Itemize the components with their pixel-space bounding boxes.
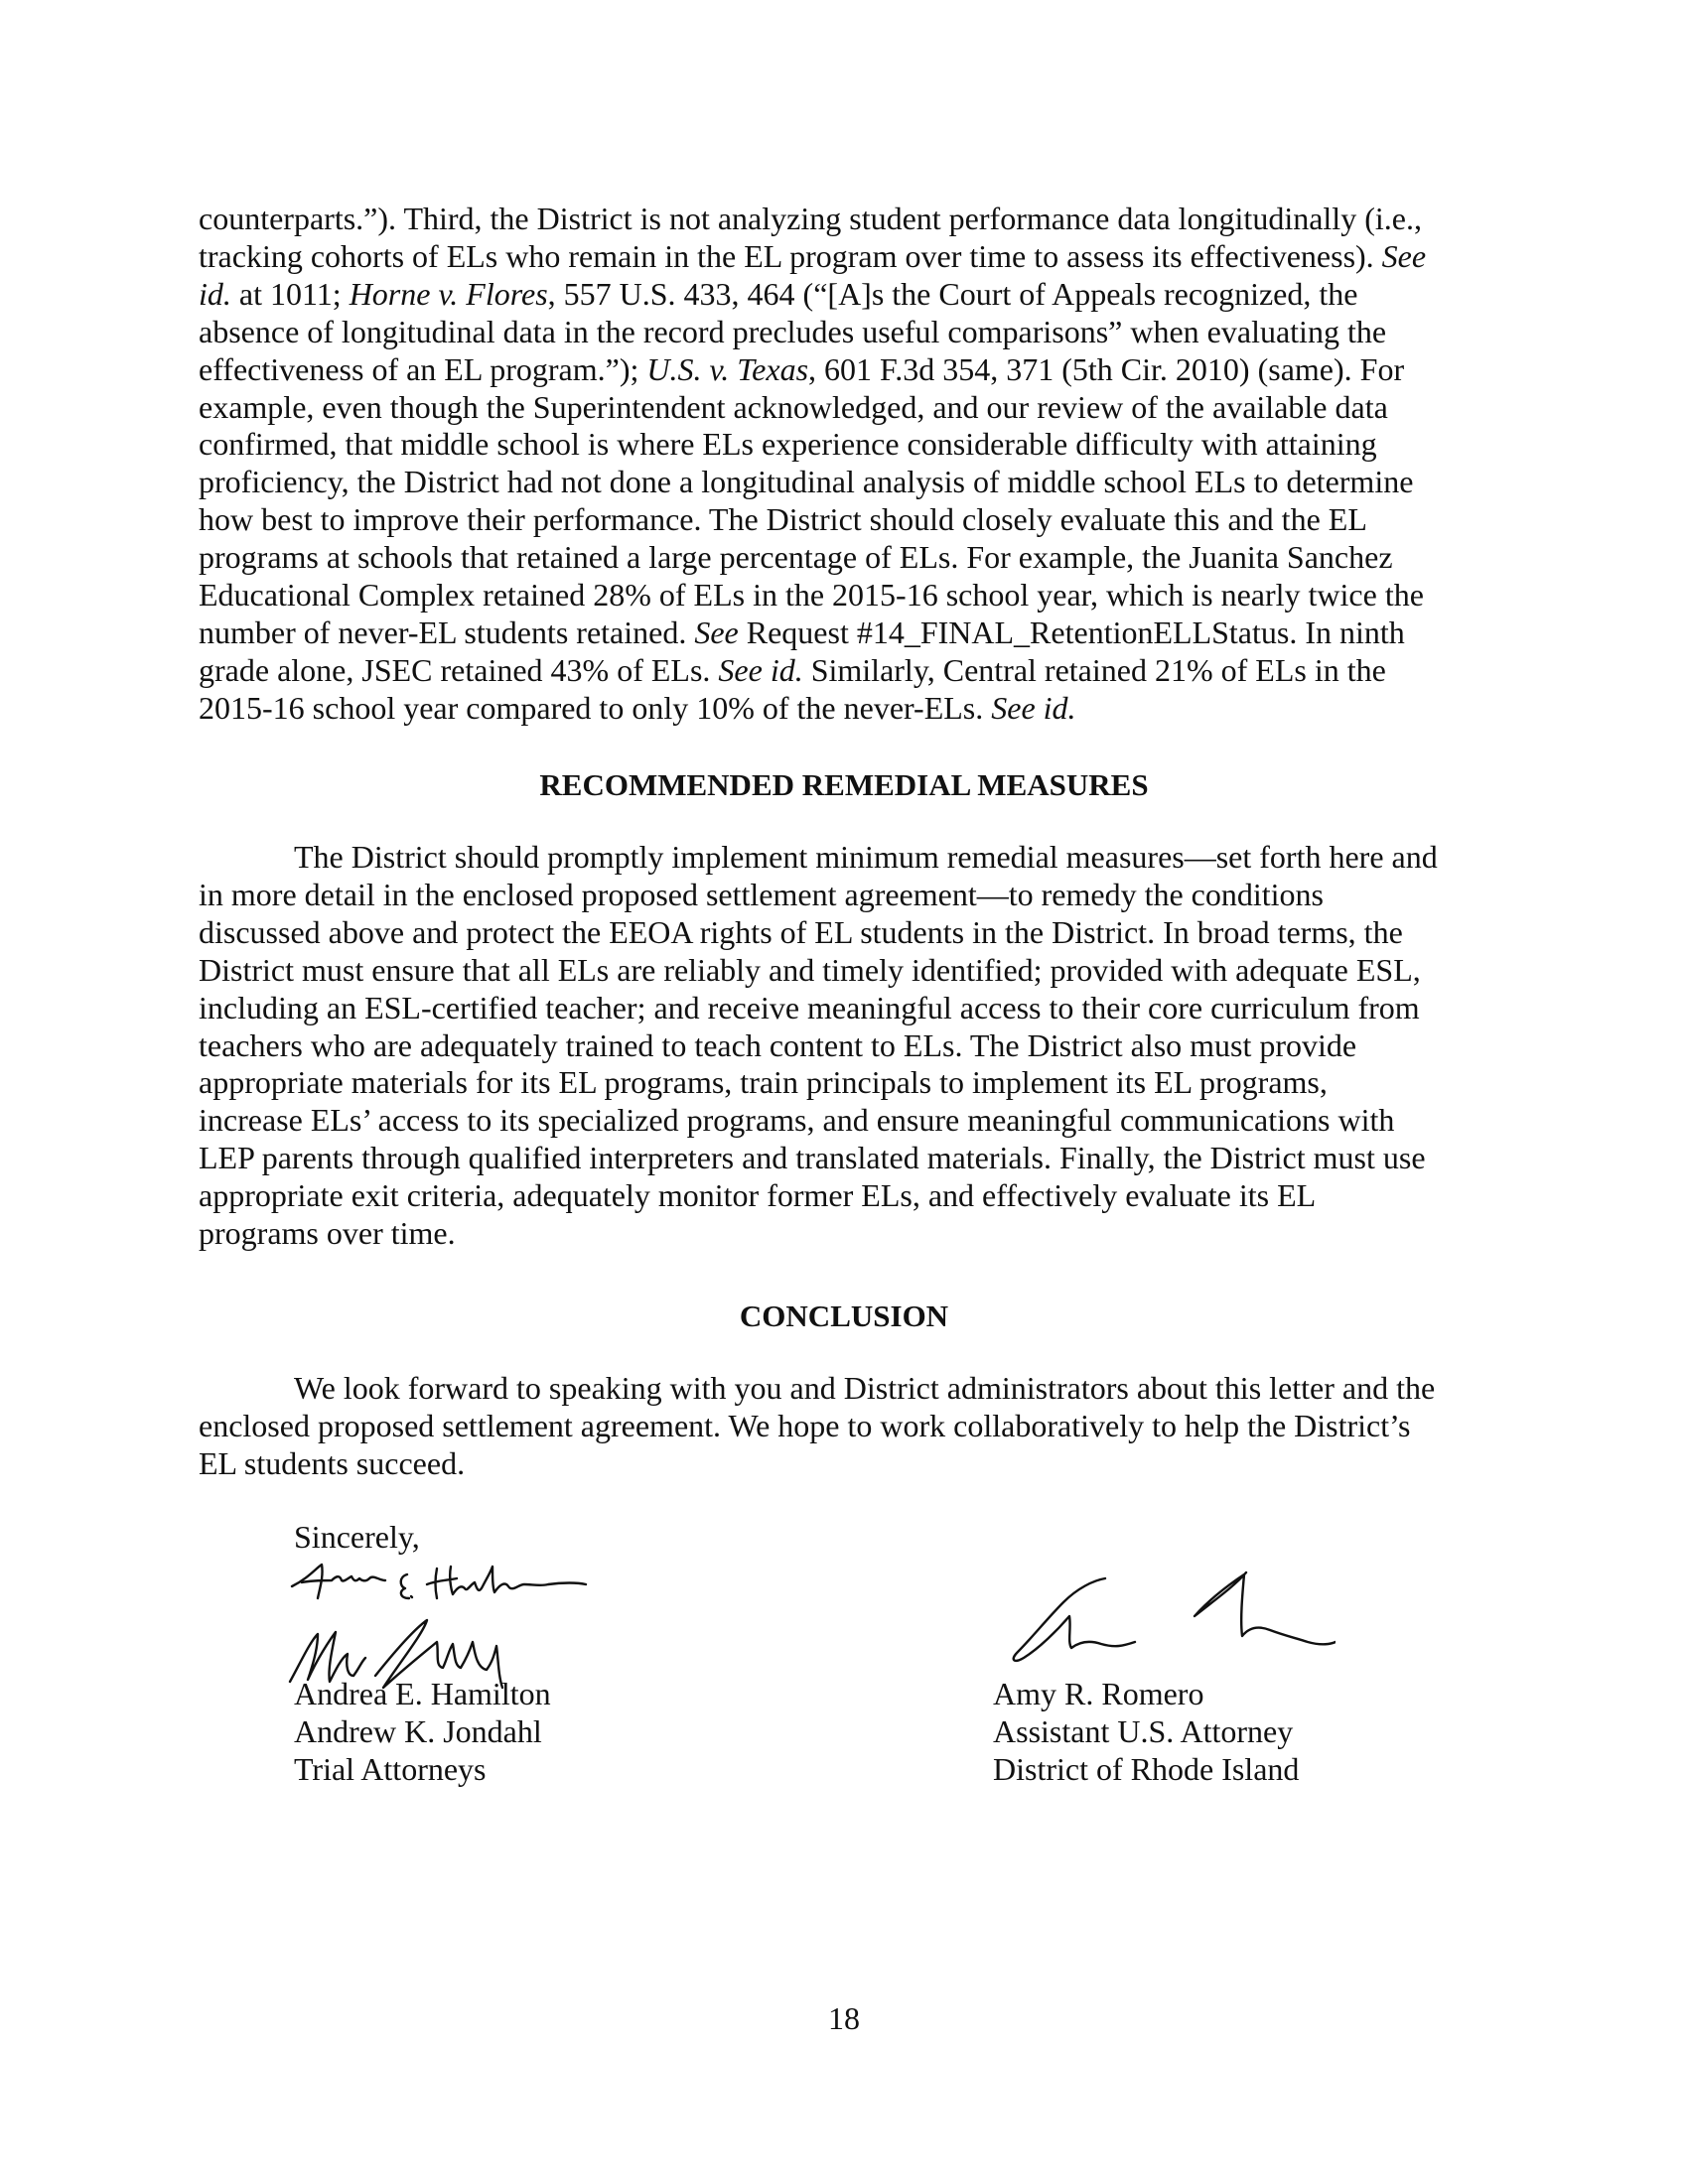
text-run: at 1011; <box>230 275 350 312</box>
signatory-name: Andrea E. Hamilton <box>294 1676 551 1711</box>
text-line: appropriate materials for its EL programs, train principals to implement its EL programs, <box>199 1064 1328 1101</box>
text-line <box>199 614 1489 652</box>
citation-signal: See <box>1381 237 1427 274</box>
signatory-block-right <box>993 1676 1299 1789</box>
text-line: including an ESL-certified teacher; and receive meaningful access to their core curriculum from <box>199 989 1420 1025</box>
text-line: LEP parents through qualified interpreters and translated materials. Finally, the District must use <box>199 1140 1426 1176</box>
text-line: EL students succeed. <box>199 1444 466 1481</box>
closing-salutation: Sincerely, <box>294 1519 420 1555</box>
text-line: counterparts.”). Third, the District is not analyzing student performance data longitudinally (i.e., <box>199 201 1422 236</box>
case-name: Horne v. Flores <box>349 275 548 312</box>
text-run: , 557 U.S. 433, 464 (“[A]s the Court of Appeals recognized, the <box>547 275 1358 312</box>
paragraph-longitudinal-analysis <box>199 201 1489 728</box>
text-line: teachers who are adequately trained to teach content to ELs. The District also must provide <box>199 1026 1357 1063</box>
heading-recommended-remedial-measures: RECOMMENDED REMEDIAL MEASURES <box>539 767 1149 802</box>
text-line: confirmed, that middle school is where ELs experience considerable difficulty with attaining <box>199 426 1377 463</box>
signature-stroke-jondahl <box>290 1632 365 1682</box>
paragraph-conclusion <box>199 1370 1489 1483</box>
signatory-name: Amy R. Romero <box>993 1676 1204 1711</box>
text-line: proficiency, the District had not done a longitudinal analysis of middle school ELs to determine <box>199 464 1414 500</box>
text-run: number of never-EL students retained. <box>199 614 695 650</box>
text-line: District must ensure that all ELs are reliably and timely identified; provided with adequate ESL, <box>199 951 1421 988</box>
text-run: effectiveness of an EL program.”); <box>199 350 647 387</box>
text-line: enclosed proposed settlement agreement. We hope to work collaboratively to help the District’s <box>199 1407 1411 1443</box>
signatory-title: Assistant U.S. Attorney <box>993 1712 1294 1749</box>
signatory-block-left <box>294 1676 551 1789</box>
text-line <box>199 276 1489 314</box>
citation-signal: id. <box>199 275 231 312</box>
text-line: example, even though the Superintendent acknowledged, and our review of the available data <box>199 388 1388 425</box>
text-run: Request #14_FINAL_RetentionELLStatus. In ninth <box>738 614 1405 650</box>
text-line: in more detail in the enclosed proposed settlement agreement—to remedy the conditions <box>199 876 1324 912</box>
signatory-office: District of Rhode Island <box>993 1750 1300 1787</box>
text-line: We look forward to speaking with you and District administrators about this letter and the <box>294 1370 1436 1406</box>
signatory-name: Andrew K. Jondahl <box>294 1712 542 1749</box>
text-line: increase ELs’ access to its specialized programs, and ensure meaningful communications with <box>199 1102 1395 1139</box>
signatory-title: Trial Attorneys <box>294 1750 487 1787</box>
signature-stroke-hamilton <box>292 1565 385 1598</box>
citation-signal: See <box>694 614 739 650</box>
case-name: U.S. v. Texas <box>646 350 809 387</box>
text-line: how best to improve their performance. The District should closely evaluate this and the EL <box>199 501 1367 538</box>
text-run: grade alone, JSEC retained 43% of ELs. <box>199 651 719 688</box>
text-run: 2015-16 school year compared to only 10% of the never-ELs. <box>199 689 992 726</box>
text-run: , 601 F.3d 354, 371 (5th Cir. 2010) (same). For <box>808 350 1405 387</box>
citation-signal: See id. <box>718 651 803 688</box>
text-line: programs over time. <box>199 1215 456 1252</box>
text-line <box>199 652 1489 690</box>
text-run: tracking cohorts of ELs who remain in the EL program over time to assess its effectiveness). <box>199 237 1382 274</box>
text-run: Similarly, Central retained 21% of ELs in the <box>802 651 1386 688</box>
text-line: discussed above and protect the EEOA rights of EL students in the District. In broad terms, the <box>199 913 1403 950</box>
paragraph-remedial-measures <box>199 839 1489 1253</box>
signature-stroke-romero-first <box>1014 1578 1135 1661</box>
text-line: programs at schools that retained a large percentage of ELs. For example, the Juanita Sanchez <box>199 539 1393 576</box>
text-line: absence of longitudinal data in the record precludes useful comparisons” when evaluating the <box>199 313 1387 349</box>
text-line: Educational Complex retained 28% of ELs in the 2015-16 school year, which is nearly twice the <box>199 577 1424 614</box>
signature-stroke-initial <box>401 1574 412 1598</box>
citation-signal: See id. <box>991 689 1076 726</box>
signature-stroke-hamilton-surname <box>427 1567 586 1598</box>
text-line <box>199 351 1489 389</box>
page-number: 18 <box>828 2000 860 2036</box>
text-line <box>199 238 1489 276</box>
text-line: appropriate exit criteria, adequately monitor former ELs, and effectively evaluate its EL <box>199 1177 1317 1214</box>
text-line: The District should promptly implement minimum remedial measures—set forth here and <box>294 839 1438 875</box>
signature-romero <box>998 1559 1336 1678</box>
signature-stroke-romero-last <box>1195 1572 1336 1644</box>
heading-conclusion: CONCLUSION <box>739 1298 949 1333</box>
text-line <box>199 690 1489 728</box>
